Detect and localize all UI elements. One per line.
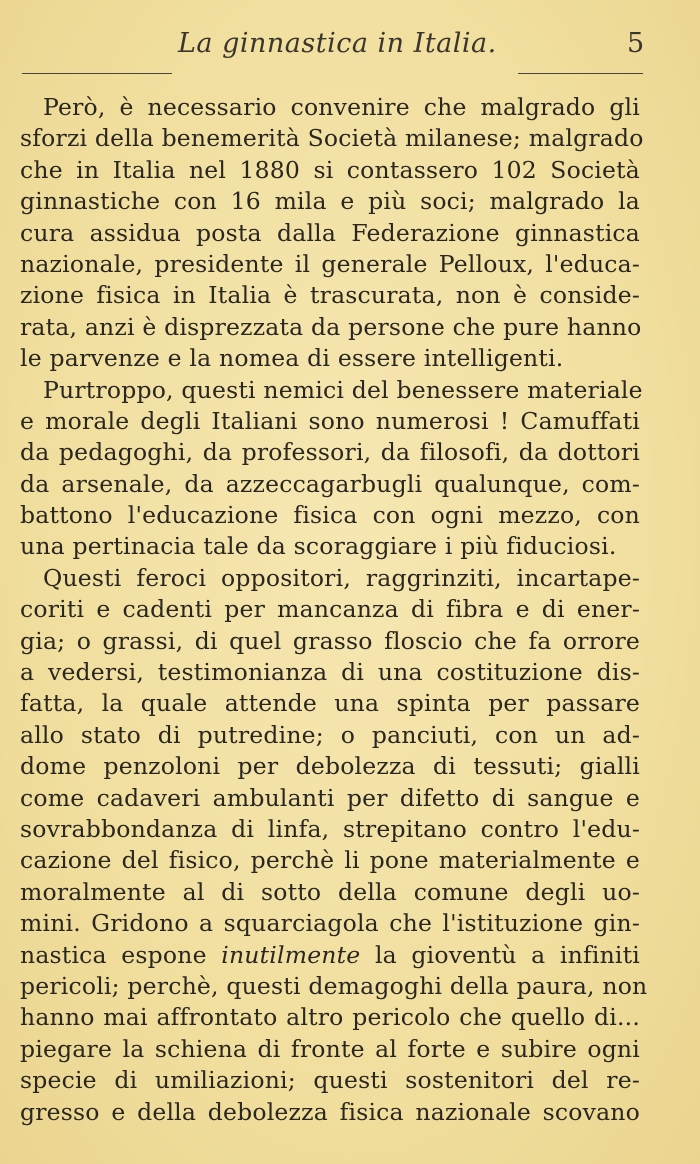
text-line: moralmente al di sotto della comune degli uo- — [20, 877, 640, 906]
text-line: Questi feroci oppositori, raggrinziti, incartape- — [43, 563, 640, 592]
text-line: allo stato di putredine; o panciuti, con un ad- — [20, 720, 640, 749]
running-head — [0, 26, 700, 66]
text-segment: nastica espone — [20, 940, 207, 969]
text-line — [20, 940, 640, 971]
page-number: 5 — [627, 28, 645, 59]
text-line: piegare la schiena di fronte al forte e subire ogni — [20, 1034, 640, 1063]
text-line: coriti e cadenti per mancanza di fibra e di ener- — [20, 595, 640, 624]
text-line: a vedersi, testimonianza di una costituzione dis- — [20, 658, 640, 687]
text-line: Purtroppo, questi nemici del benessere materiale — [43, 375, 643, 404]
text-line: pericoli; perchè, questi demagoghi della paura, non — [20, 971, 648, 1000]
text-line: Però, è necessario convenire che malgrado gli — [43, 93, 640, 121]
header-rule-left — [22, 73, 172, 74]
text-segment: la gioventù a infiniti — [374, 940, 641, 969]
text-line: battono l'educazione fisica con ogni mezzo, con — [20, 501, 640, 530]
running-title: La ginnastica in Italia. — [178, 28, 497, 59]
text-line: sforzi della benemerità Società milanese; malgrado — [20, 124, 644, 153]
text-line: da pedagoghi, da professori, da filosofi, da dottori — [20, 438, 640, 467]
text-line: sovrabbondanza di linfa, strepitano contro l'edu- — [20, 814, 640, 843]
text-line: rata, anzi è disprezzata da persone che pure hanno — [20, 312, 642, 341]
body-text — [20, 92, 648, 1128]
paragraph-3 — [20, 563, 648, 1128]
text-line: hanno mai affrontato altro pericolo che quello di... — [20, 1003, 640, 1032]
paragraph-2 — [20, 375, 643, 563]
text-line: fatta, la quale attende una spinta per passare — [20, 689, 640, 718]
paragraph-1 — [20, 92, 644, 375]
text-line: e morale degli Italiani sono numerosi ! Camuffati — [20, 406, 640, 435]
header-rule-right — [518, 73, 643, 74]
text-line: cazione del fisico, perchè li pone materialmente e — [20, 846, 640, 875]
text-line: una pertinacia tale da scoraggiare i più fiduciosi. — [20, 532, 617, 561]
text-line: zione fisica in Italia è trascurata, non è conside- — [20, 281, 640, 310]
text-line: specie di umiliazioni; questi sostenitori del re- — [20, 1066, 640, 1095]
text-line: che in Italia nel 1880 si contassero 102 Società — [20, 155, 640, 184]
text-line: cura assidua posta dalla Federazione ginnastica — [20, 218, 640, 247]
text-line: ginnastiche con 16 mila e più soci; malgrado la — [20, 187, 640, 216]
text-line: gia; o grassi, di quel grasso floscio che fa orrore — [20, 626, 640, 655]
text-line: dome penzoloni per debolezza di tessuti; gialli — [20, 752, 640, 781]
text-line: come cadaveri ambulanti per difetto di sangue e — [20, 783, 640, 812]
text-line: nazionale, presidente il generale Pelloux, l'educa- — [20, 249, 640, 278]
text-line: le parvenze e la nomea di essere intelligenti. — [20, 344, 564, 373]
emphasis-word: inutilmente — [221, 940, 361, 969]
text-line: mini. Gridono a squarciagola che l'istituzione gin- — [20, 909, 640, 938]
text-line: gresso e della debolezza fisica nazionale scovano — [20, 1097, 640, 1126]
text-line: da arsenale, da azzeccagarbugli qualunque, com- — [20, 469, 640, 498]
